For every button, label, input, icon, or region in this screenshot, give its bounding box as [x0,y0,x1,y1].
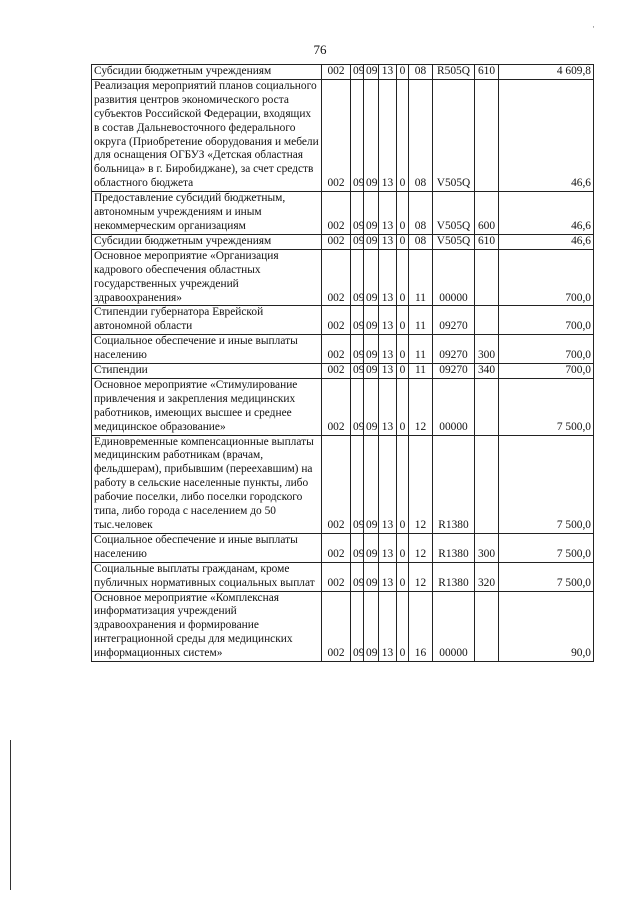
row-event-cell: 11 [409,306,433,335]
row-name-cell: Основное мероприятие «Комплексная информатизация учреждений здравоохранения и формирование интеграционной среды для медицинских информационных систем» [92,591,322,662]
row-ministry-code-cell: 002 [322,65,351,80]
row-subsection-cell: 09 [364,435,379,533]
table-row [92,435,594,533]
row-section-cell: 09 [351,378,364,435]
row-subsection-cell: 09 [364,378,379,435]
row-event-cell: 11 [409,364,433,379]
row-expense-type-cell [475,378,499,435]
row-amount-cell: 700,0 [499,364,594,379]
row-event-cell: 12 [409,378,433,435]
row-subsection-cell: 09 [364,533,379,562]
row-name-cell: Субсидии бюджетным учреждениям [92,234,322,249]
row-event-cell: 11 [409,335,433,364]
row-program-cell: 13 [379,249,397,306]
row-program-cell: 13 [379,435,397,533]
row-subsection-cell: 09 [364,335,379,364]
row-event-cell: 16 [409,591,433,662]
row-ministry-code-cell: 002 [322,435,351,533]
row-expense-type-cell: 610 [475,65,499,80]
row-direction-cell: 00000 [433,378,475,435]
row-expense-type-cell: 300 [475,533,499,562]
row-subprogram-cell: 0 [397,562,409,591]
row-ministry-code-cell: 002 [322,364,351,379]
row-direction-cell: 00000 [433,249,475,306]
row-direction-cell: R1380 [433,533,475,562]
row-subprogram-cell: 0 [397,335,409,364]
row-event-cell: 11 [409,249,433,306]
row-direction-cell: R1380 [433,562,475,591]
row-section-cell: 09 [351,249,364,306]
row-direction-cell: R1380 [433,435,475,533]
row-event-cell: 08 [409,65,433,80]
budget-table [91,64,594,662]
row-subprogram-cell: 0 [397,65,409,80]
row-amount-cell: 46,6 [499,234,594,249]
page-number: 76 [313,42,327,57]
row-subsection-cell: 09 [364,79,379,191]
scan-edge-line [10,740,11,890]
row-direction-cell: R505Q [433,65,475,80]
row-subprogram-cell: 0 [397,249,409,306]
table-row [92,378,594,435]
row-amount-cell: 46,6 [499,192,594,235]
row-section-cell: 09 [351,192,364,235]
row-name-cell: Социальные выплаты гражданам, кроме публичных нормативных социальных выплат [92,562,322,591]
row-ministry-code-cell: 002 [322,533,351,562]
row-expense-type-cell [475,79,499,191]
row-program-cell: 13 [379,79,397,191]
row-name-cell: Реализация мероприятий планов социального развития центров экономического роста субъектов Российской Федерации, входящих в состав Дальневосточного федерального округа (Приобретение оборудования и мебели для оснащения ОГБУЗ «Детская областная больница» в г. Биробиджане), за счет средств областного бюджета [92,79,322,191]
row-direction-cell: V505Q [433,192,475,235]
row-name-cell: Основное мероприятие «Стимулирование привлечения и закрепления медицинских работников, имеющих высшее и среднее медицинское образование» [92,378,322,435]
row-direction-cell: V505Q [433,234,475,249]
row-program-cell: 13 [379,192,397,235]
row-program-cell: 13 [379,378,397,435]
row-subsection-cell: 09 [364,249,379,306]
row-expense-type-cell [475,306,499,335]
table-row [92,79,594,191]
row-expense-type-cell: 300 [475,335,499,364]
corner-mark: · [592,22,595,32]
row-program-cell: 13 [379,364,397,379]
row-subprogram-cell: 0 [397,234,409,249]
row-subsection-cell: 09 [364,306,379,335]
row-name-cell: Стипендии губернатора Еврейской автономной области [92,306,322,335]
row-subsection-cell: 09 [364,591,379,662]
row-amount-cell: 700,0 [499,306,594,335]
row-direction-cell: 09270 [433,306,475,335]
row-expense-type-cell: 600 [475,192,499,235]
row-subprogram-cell: 0 [397,79,409,191]
row-direction-cell: 09270 [433,364,475,379]
row-ministry-code-cell: 002 [322,306,351,335]
row-subprogram-cell: 0 [397,435,409,533]
row-ministry-code-cell: 002 [322,591,351,662]
row-expense-type-cell: 610 [475,234,499,249]
row-section-cell: 09 [351,335,364,364]
row-amount-cell: 7 500,0 [499,435,594,533]
row-name-cell: Единовременные компенсационные выплаты медицинским работникам (врачам, фельдшерам), прибывшим (переехавшим) на работу в сельские населенные пункты, либо рабочие поселки, либо поселки городского типа, либо города с населением до 50 тыс.человек [92,435,322,533]
row-section-cell: 09 [351,306,364,335]
row-expense-type-cell [475,591,499,662]
row-name-cell: Стипендии [92,364,322,379]
row-amount-cell: 90,0 [499,591,594,662]
row-subprogram-cell: 0 [397,192,409,235]
row-section-cell: 09 [351,364,364,379]
row-direction-cell: 00000 [433,591,475,662]
budget-table-body [92,65,594,662]
row-expense-type-cell: 320 [475,562,499,591]
row-subsection-cell: 09 [364,234,379,249]
table-row [92,234,594,249]
row-program-cell: 13 [379,234,397,249]
row-subprogram-cell: 0 [397,591,409,662]
row-expense-type-cell [475,435,499,533]
table-row [92,562,594,591]
row-program-cell: 13 [379,591,397,662]
row-section-cell: 09 [351,533,364,562]
row-name-cell: Социальное обеспечение и иные выплаты населению [92,335,322,364]
row-name-cell: Основное мероприятие «Организация кадрового обеспечения областных государственных учреждений здравоохранения» [92,249,322,306]
row-name-cell: Социальное обеспечение и иные выплаты населению [92,533,322,562]
row-program-cell: 13 [379,335,397,364]
row-ministry-code-cell: 002 [322,249,351,306]
table-row [92,533,594,562]
row-amount-cell: 7 500,0 [499,378,594,435]
row-subprogram-cell: 0 [397,378,409,435]
row-amount-cell: 46,6 [499,79,594,191]
row-program-cell: 13 [379,306,397,335]
row-subprogram-cell: 0 [397,364,409,379]
row-name-cell: Субсидии бюджетным учреждениям [92,65,322,80]
row-expense-type-cell: 340 [475,364,499,379]
row-section-cell: 09 [351,79,364,191]
table-row [92,335,594,364]
row-amount-cell: 700,0 [499,249,594,306]
table-row [92,192,594,235]
table-row [92,364,594,379]
row-name-cell: Предоставление субсидий бюджетным, автономным учреждениям и иным некоммерческим организациям [92,192,322,235]
row-amount-cell: 700,0 [499,335,594,364]
row-direction-cell: 09270 [433,335,475,364]
row-event-cell: 08 [409,234,433,249]
row-ministry-code-cell: 002 [322,234,351,249]
table-row [92,249,594,306]
row-section-cell: 09 [351,562,364,591]
table-row [92,306,594,335]
row-section-cell: 09 [351,234,364,249]
row-subsection-cell: 09 [364,364,379,379]
row-amount-cell: 7 500,0 [499,562,594,591]
row-section-cell: 09 [351,591,364,662]
row-expense-type-cell [475,249,499,306]
row-event-cell: 12 [409,562,433,591]
row-ministry-code-cell: 002 [322,335,351,364]
row-subprogram-cell: 0 [397,533,409,562]
row-event-cell: 12 [409,533,433,562]
table-row [92,591,594,662]
row-event-cell: 12 [409,435,433,533]
row-subprogram-cell: 0 [397,306,409,335]
row-event-cell: 08 [409,79,433,191]
row-program-cell: 13 [379,533,397,562]
row-program-cell: 13 [379,562,397,591]
row-subsection-cell: 09 [364,562,379,591]
table-row [92,65,594,80]
row-subsection-cell: 09 [364,192,379,235]
row-ministry-code-cell: 002 [322,79,351,191]
row-amount-cell: 4 609,8 [499,65,594,80]
row-ministry-code-cell: 002 [322,192,351,235]
row-ministry-code-cell: 002 [322,562,351,591]
row-section-cell: 09 [351,435,364,533]
row-program-cell: 13 [379,65,397,80]
row-direction-cell: V505Q [433,79,475,191]
row-amount-cell: 7 500,0 [499,533,594,562]
row-subsection-cell: 09 [364,65,379,80]
row-ministry-code-cell: 002 [322,378,351,435]
row-section-cell: 09 [351,65,364,80]
row-event-cell: 08 [409,192,433,235]
